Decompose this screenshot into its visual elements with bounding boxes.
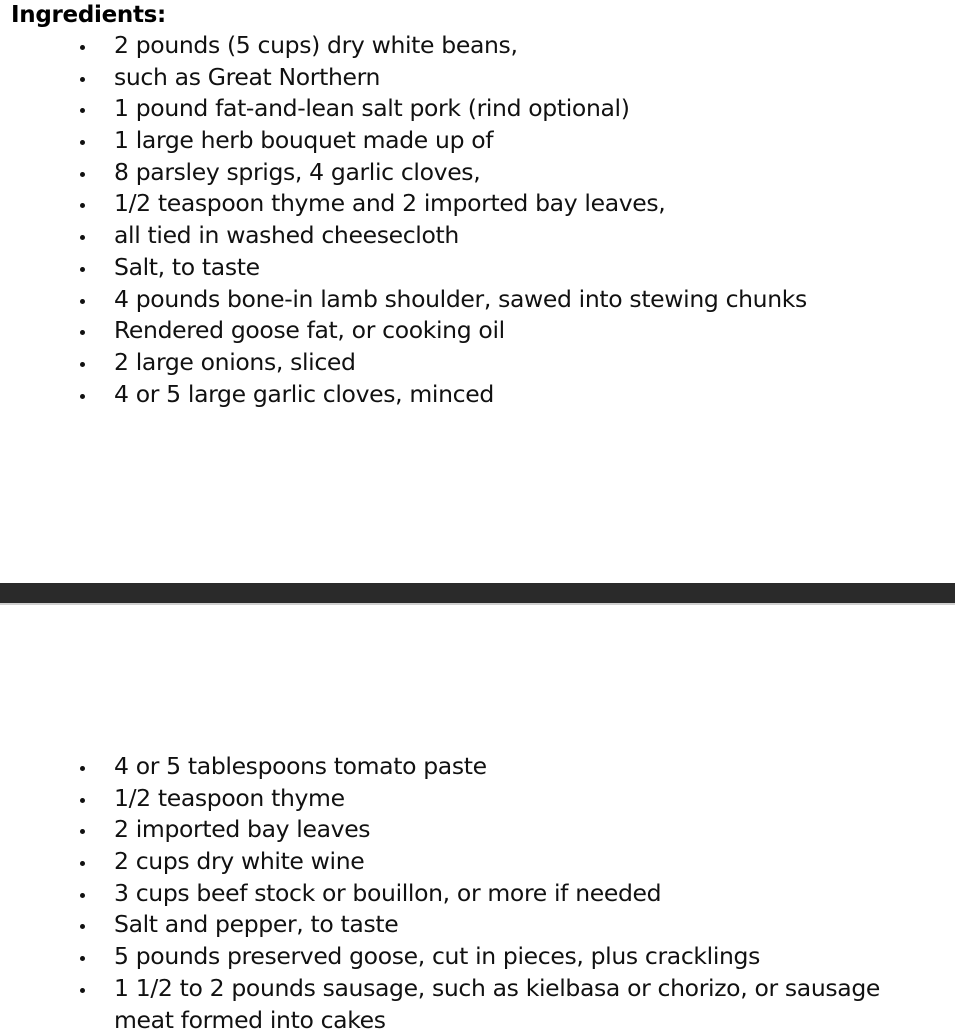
page-divider <box>0 583 955 605</box>
list-item: 8 parsley sprigs, 4 garlic cloves, <box>0 157 955 189</box>
list-item: 5 pounds preserved goose, cut in pieces, plus cracklings <box>0 941 955 973</box>
list-item: 1/2 teaspoon thyme <box>0 783 955 815</box>
list-item: all tied in washed cheesecloth <box>0 220 955 252</box>
list-item: 2 large onions, sliced <box>0 347 955 379</box>
list-item: 3 cups beef stock or bouillon, or more if needed <box>0 878 955 910</box>
list-item: 2 imported bay leaves <box>0 814 955 846</box>
list-item: 4 or 5 large garlic cloves, minced <box>0 379 955 411</box>
list-item: such as Great Northern <box>0 62 955 94</box>
list-item: 4 pounds bone-in lamb shoulder, sawed into stewing chunks <box>0 284 955 316</box>
ingredients-list-bottom <box>0 751 955 1034</box>
list-item: 2 cups dry white wine <box>0 846 955 878</box>
list-item: 4 or 5 tablespoons tomato paste <box>0 751 955 783</box>
list-item: Salt and pepper, to taste <box>0 909 955 941</box>
list-item: 1 pound fat-and-lean salt pork (rind optional) <box>0 93 955 125</box>
list-item: Salt, to taste <box>0 252 955 284</box>
list-item-continuation: meat formed into cakes <box>114 1005 386 1034</box>
list-item: 1 1/2 to 2 pounds sausage, such as kielbasa or chorizo, or sausage <box>0 973 955 1005</box>
list-item: 2 pounds (5 cups) dry white beans, <box>0 30 955 62</box>
ingredients-heading: Ingredients: <box>11 2 166 28</box>
ingredients-list-top <box>0 30 955 410</box>
list-item: Rendered goose fat, or cooking oil <box>0 315 955 347</box>
list-item: 1 large herb bouquet made up of <box>0 125 955 157</box>
list-item: 1/2 teaspoon thyme and 2 imported bay leaves, <box>0 188 955 220</box>
